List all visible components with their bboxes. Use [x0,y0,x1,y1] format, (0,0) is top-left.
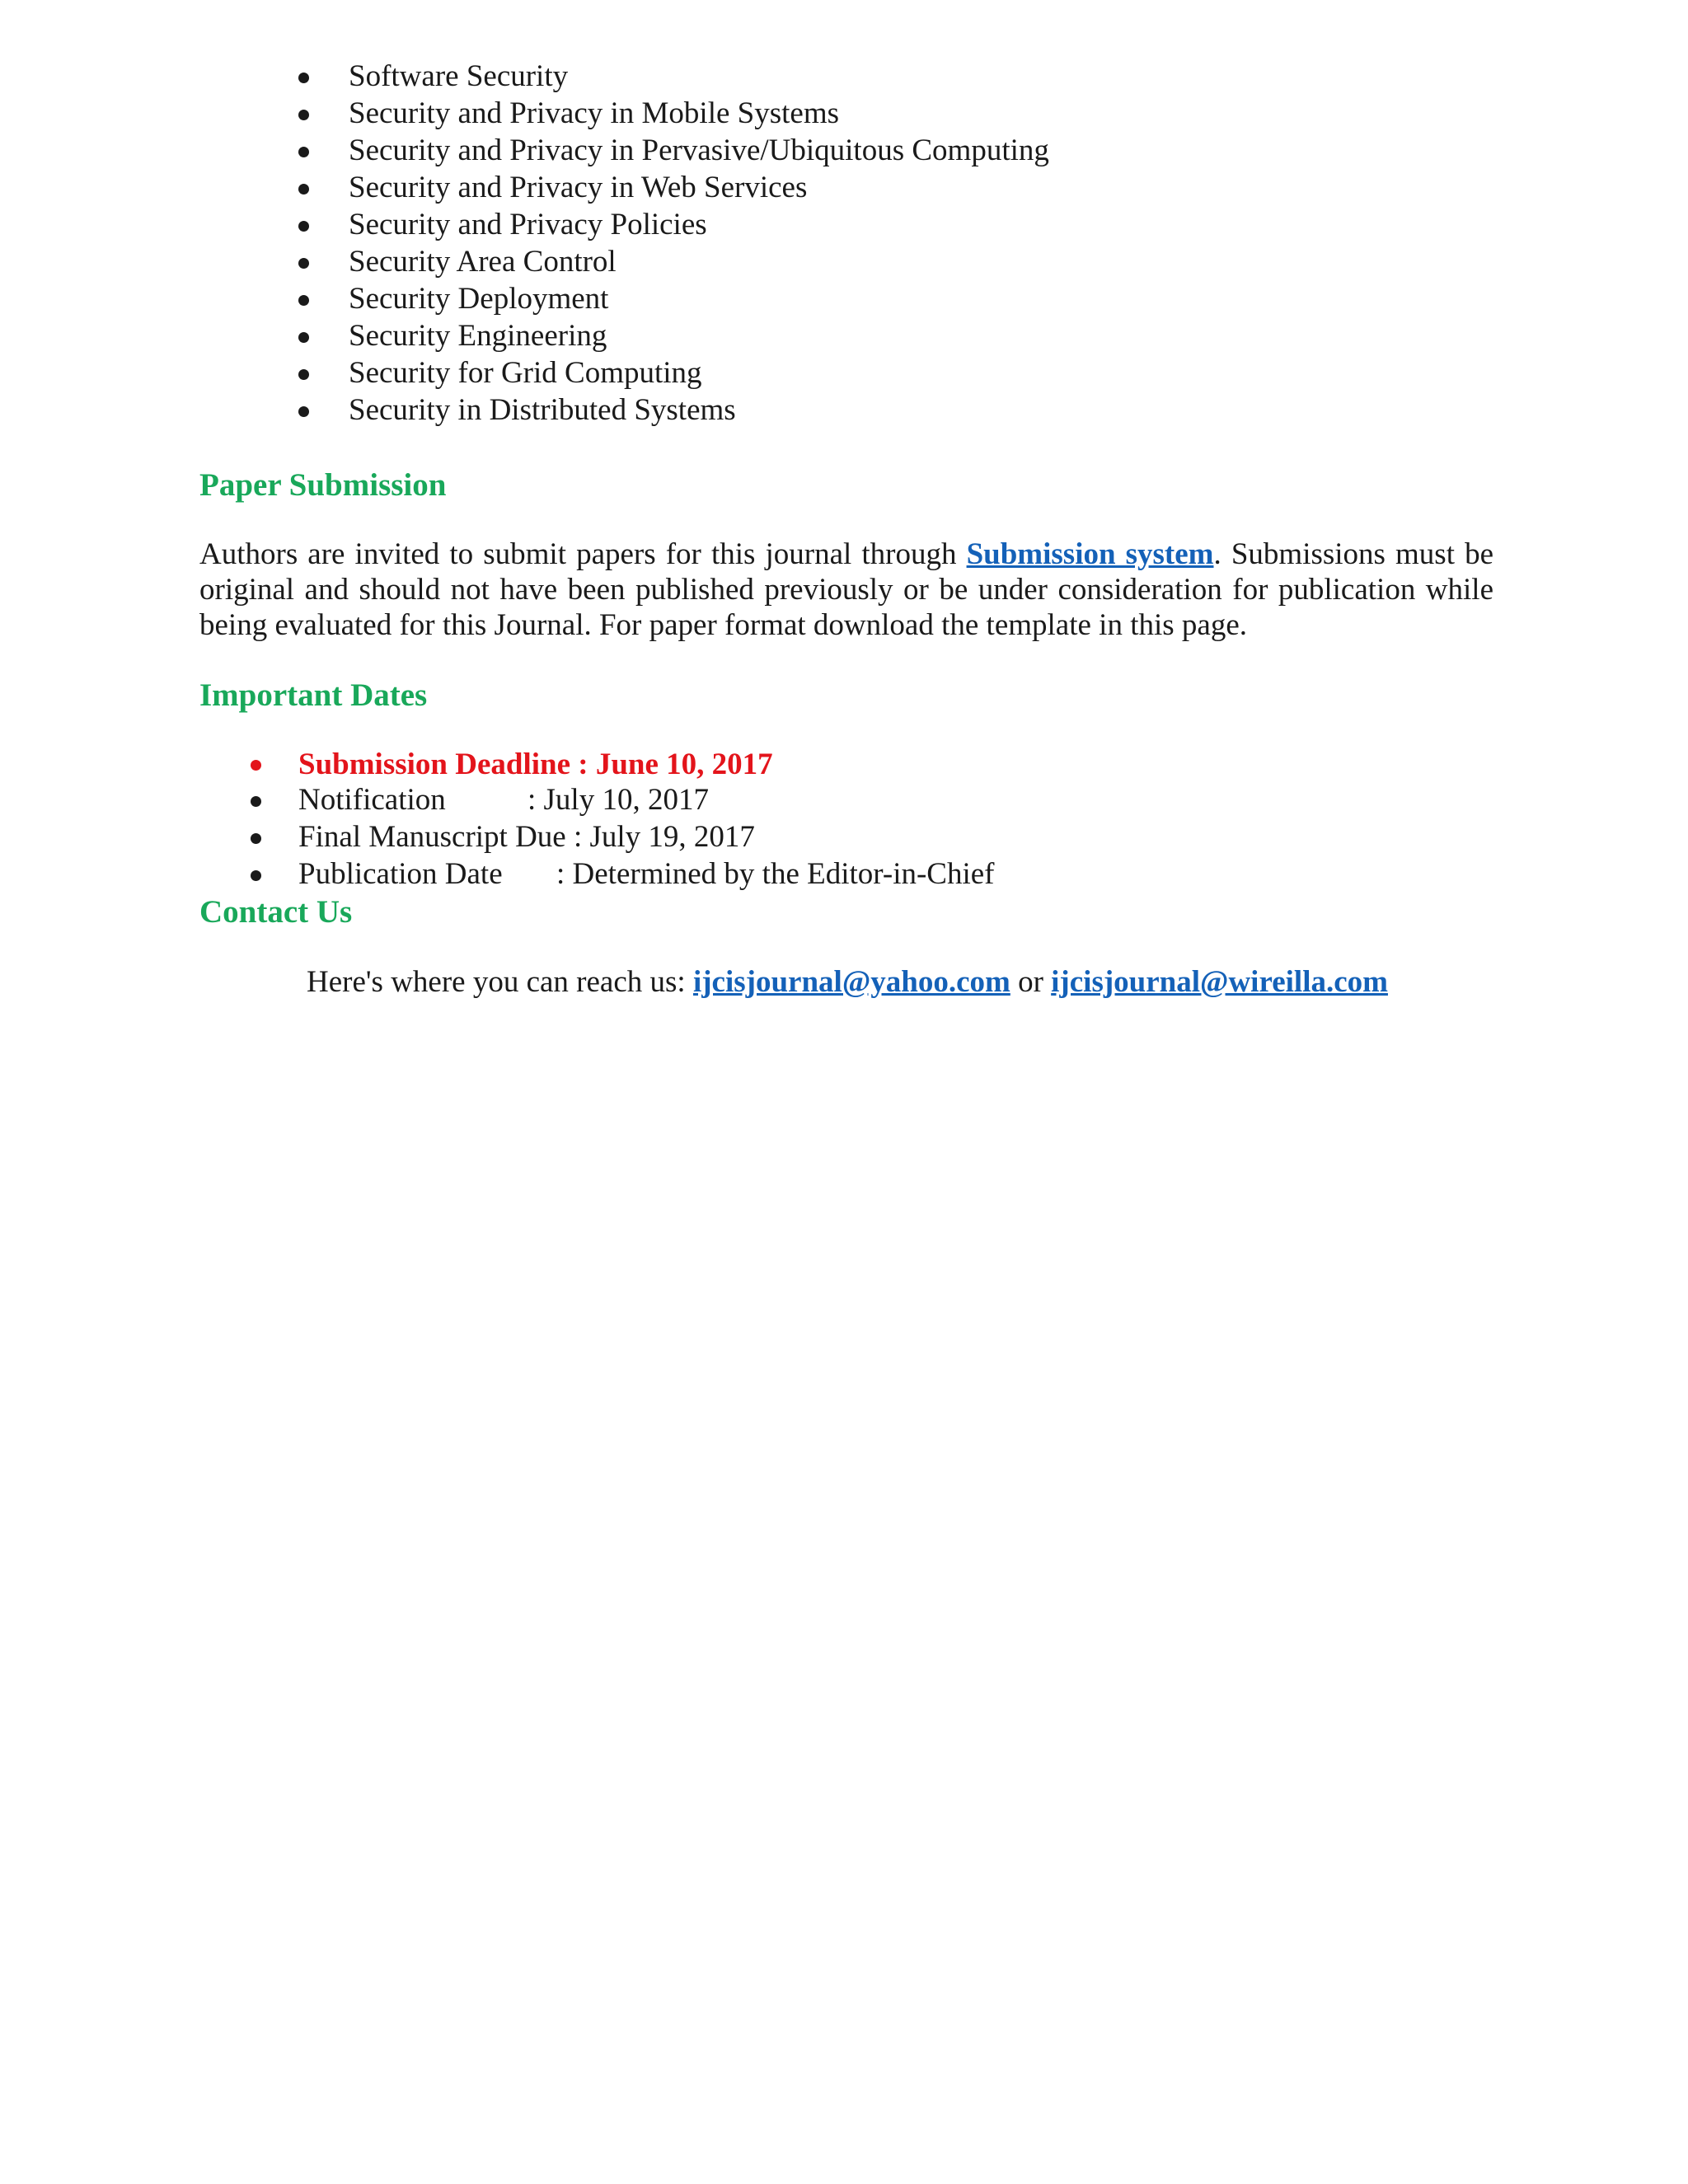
bullet-icon [298,73,309,83]
paragraph-text-start: Authors are invited to submit papers for this journal through [199,537,967,571]
topic-text: Security Engineering [349,319,607,353]
contact-line [199,963,1493,1001]
list-item [199,391,1493,429]
important-dates-heading: Important Dates [199,677,428,713]
topic-text: Security and Privacy in Web Services [349,171,808,204]
dates-list [199,748,1493,893]
bullet-icon [251,796,261,807]
submission-system-link[interactable]: Submission system [966,537,1214,571]
yahoo-email-link[interactable]: ijcisjournal@yahoo.com [692,965,1010,999]
wireilla-email-link[interactable]: ijcisjournal@wireilla.com [1051,965,1388,999]
bullet-icon [298,147,309,157]
topic-text: Security and Privacy Policies [349,208,707,241]
bullet-icon [298,406,309,417]
notification-value: : July 10, 2017 [528,783,709,817]
topic-text: Security for Grid Computing [349,356,702,390]
contact-us-heading: Contact Us [199,894,353,930]
paper-submission-heading: Paper Submission [199,467,447,503]
publication-date-item [199,855,1493,893]
bullet-icon [251,760,261,771]
list-item [199,95,1493,132]
topic-text: Security Deployment [349,282,609,316]
list-item [199,243,1493,280]
topics-list [199,58,1493,429]
list-item [199,169,1493,206]
bullet-icon [298,110,309,120]
bullet-icon [251,833,261,844]
publication-value: : Determined by the Editor-in-Chief [556,857,995,891]
topic-text: Security in Distributed Systems [349,393,736,427]
list-item [199,206,1493,243]
contact-separator: or [1010,965,1052,999]
final-manuscript-text: Final Manuscript Due : July 19, 2017 [298,820,755,854]
list-item [199,317,1493,354]
topic-text: Security and Privacy in Pervasive/Ubiquitous Computing [349,134,1049,167]
topic-text: Security and Privacy in Mobile Systems [349,96,840,130]
notification-label: Notification [298,783,446,817]
publication-label: Publication Date [298,857,503,891]
topic-text: Software Security [349,59,569,93]
bullet-icon [251,870,261,881]
list-item [199,280,1493,317]
document-content [199,58,1493,1031]
bullet-icon [298,258,309,269]
notification-item [199,781,1493,818]
bullet-icon [298,295,309,306]
list-item [199,58,1493,95]
deadline-text: Submission Deadline : June 10, 2017 [298,748,773,781]
list-item [199,132,1493,169]
bullet-icon [298,369,309,380]
deadline-item [199,748,1493,781]
list-item [199,354,1493,391]
contact-text: Here's where you can reach us: [307,965,693,999]
bullet-icon [298,184,309,194]
topic-text: Security Area Control [349,245,617,279]
bullet-icon [298,332,309,343]
paper-submission-paragraph [199,537,1493,643]
final-manuscript-item [199,818,1493,855]
bullet-icon [298,221,309,232]
paragraph-text-end: . Submissions must be original and should not have been published previously or be under consideration for publication while being evaluated for this Journal. For paper format download the template in this page. [199,537,1493,642]
